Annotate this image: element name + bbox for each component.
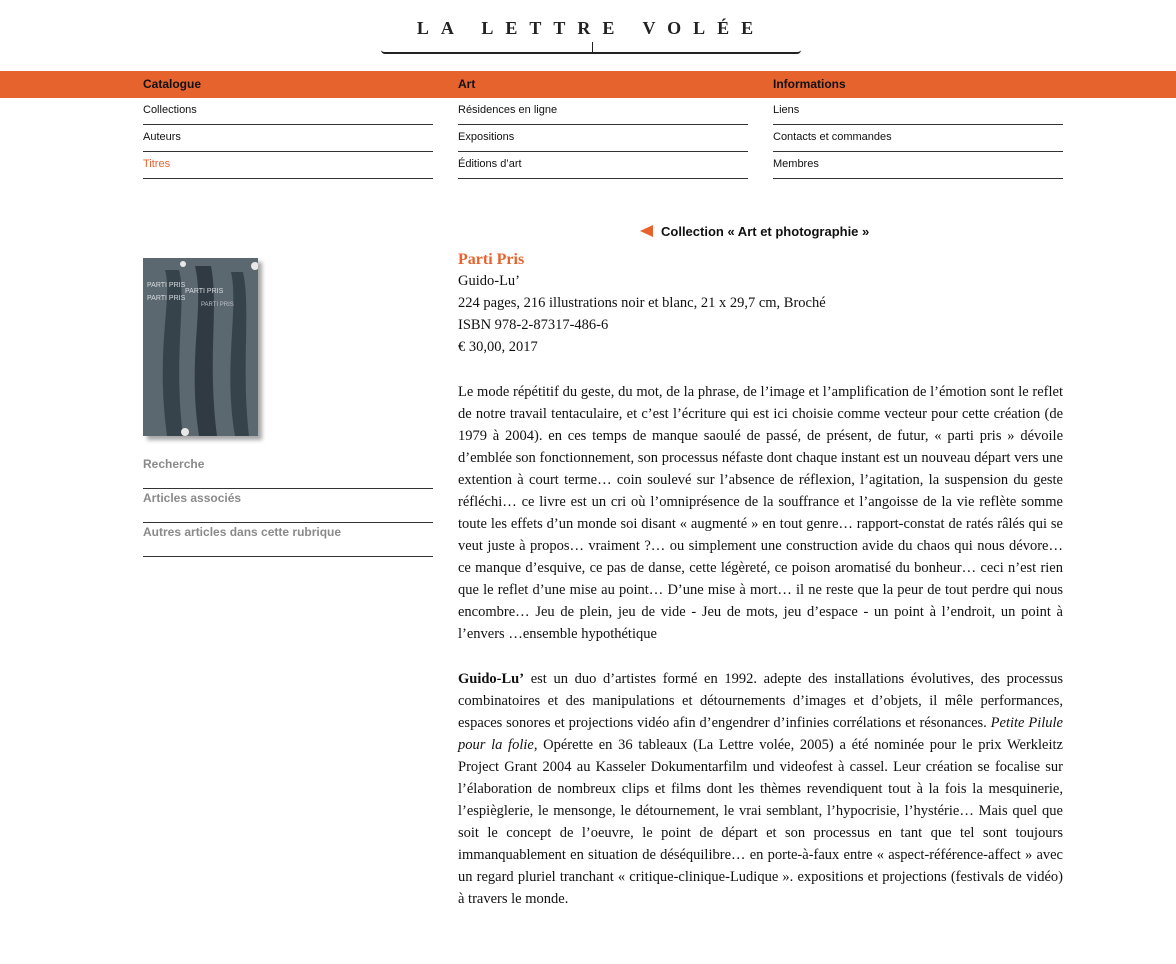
cover-line-2: PARTI PRIS	[185, 288, 224, 295]
nav-column-catalogue	[143, 71, 433, 179]
nav-heading-art[interactable]: Art	[458, 77, 476, 91]
nav-item-auteurs[interactable]: Auteurs	[143, 126, 433, 152]
sidebar-item-autres-articles[interactable]: Autres articles dans cette rubrique	[143, 523, 433, 557]
nav-item-residences[interactable]: Résidences en ligne	[458, 99, 748, 125]
nav-heading-catalogue[interactable]: Catalogue	[143, 77, 202, 91]
sidebar-item-recherche[interactable]: Recherche	[143, 455, 433, 489]
book-article	[458, 250, 1063, 910]
book-author: Guido-Lu’	[458, 273, 521, 289]
left-sidebar-menu	[143, 455, 433, 557]
back-arrow-icon	[640, 225, 653, 237]
collection-back-link[interactable]	[640, 224, 869, 239]
book-description: Le mode répétitif du geste, du mot, de la phrase, de l’image et l’amplification de l’émotion sont le reflet de notre travail tentaculaire, et c’est l’écriture qui est ici choisie comme vecteur pour cette création (de 1979 à 2004). en ces temps de manque saoulé de passé, de présent, de futur, « parti pris » dévoile d’emblée son fonctionnement, son processus néfaste dont chaque instant est un nouveau départ vers une extention à court terme… coin soulevé sur l’absence de réflexion, l’agitation, la suspension du geste réfléchi… ce livre est un cri où l’omniprésence de la souffrance et l’angoisse de la vie reflète somme toute les effets d’un monde soi disant « augmenté » en tout genre… rapport-constat de ratés râlés qui se veut juste à propos… vraiment ?… ou simplement une construction avide du chaos qui nous dévore… ce manque d’esquive, ce pas de danse, cette légèreté, ce poison aromatisé du bonheur… ceci n’est rien que le reflet d’une mise au point… D’une mise à mort… il ne reste que la peur de tout perdre qui nous encombre… Jeu de plein, jeu de vide - Jeu de mots, jeu d’espace - un point à l’endroit, un point à l’envers …ensemble hypothétique	[458, 384, 1063, 642]
sidebar-item-articles-associes[interactable]: Articles associés	[143, 489, 433, 523]
book-meta	[458, 270, 1063, 358]
logo-text: LA LETTRE VOLÉE	[416, 18, 766, 38]
nav-item-liens[interactable]: Liens	[773, 99, 1063, 125]
nav-item-titres[interactable]: Titres	[143, 153, 433, 179]
book-cover-image[interactable]	[143, 258, 258, 436]
nav-item-expositions[interactable]: Expositions	[458, 126, 748, 152]
logo-divider	[592, 42, 593, 52]
book-isbn: ISBN 978-2-87317-486-6	[458, 317, 609, 333]
book-price: € 30,00, 2017	[458, 339, 538, 355]
cover-line-3: PARTI PRIS	[147, 295, 186, 302]
nav-column-art	[458, 71, 748, 179]
cover-artwork	[143, 258, 258, 436]
collection-link-label: Collection « Art et photographie »	[661, 224, 870, 239]
nav-heading-informations[interactable]: Informations	[773, 77, 846, 91]
author-bio	[458, 668, 1063, 910]
bio-text-1: est un duo d’artistes formé en 1992. adepte des installations évolutives, des processus combinatoires et des manipulations et détournements d’images et d’objets, il mêle performances, espaces sonores et projections vidéo afin d’engendrer d’infinies corrélations et résonances.	[458, 671, 1063, 731]
nav-item-collections[interactable]: Collections	[143, 99, 433, 125]
bio-author-name: Guido-Lu’	[458, 671, 525, 687]
nav-item-editions[interactable]: Éditions d’art	[458, 153, 748, 179]
nav-item-membres[interactable]: Membres	[773, 153, 1063, 179]
nav-item-contacts[interactable]: Contacts et commandes	[773, 126, 1063, 152]
nav-column-informations	[773, 71, 1063, 179]
book-details: 224 pages, 216 illustrations noir et blanc, 21 x 29,7 cm, Broché	[458, 295, 826, 311]
cover-line-4: PARTI PRIS	[201, 302, 234, 308]
site-logo[interactable]	[381, 12, 801, 54]
book-title: Parti Pris	[458, 251, 525, 268]
bio-italic-title: Petite Pilule pour la folie	[458, 715, 1063, 753]
cover-line-1: PARTI PRIS	[147, 282, 186, 289]
bio-text-2: , Opérette en 36 tableaux (La Lettre volée, 2005) a été nominée pour le prix Werkleitz Project Grant 2004 au Kasseler Dokumentarfilm und videofest à cassel. Leur création se focalise sur l’élaboration de nombreux clips et films dont les thèmes revendiquent tout à la fois la mesquinerie, l’espièglerie, le mensonge, le détournement, le vrai semblant, l’hypocrisie, l’hystérie… Mais quel que soit le concept de l’oeuvre, le point de départ et son processus en tant que tel sont toujours immanquablement en situation de déséquilibre… en porte-à-faux entre « aspect-référence-affect » avec un regard pluriel tranchant « critique-clinique-Ludique ». expositions et projections (festivals de vidéo) à travers le monde.	[458, 737, 1063, 907]
